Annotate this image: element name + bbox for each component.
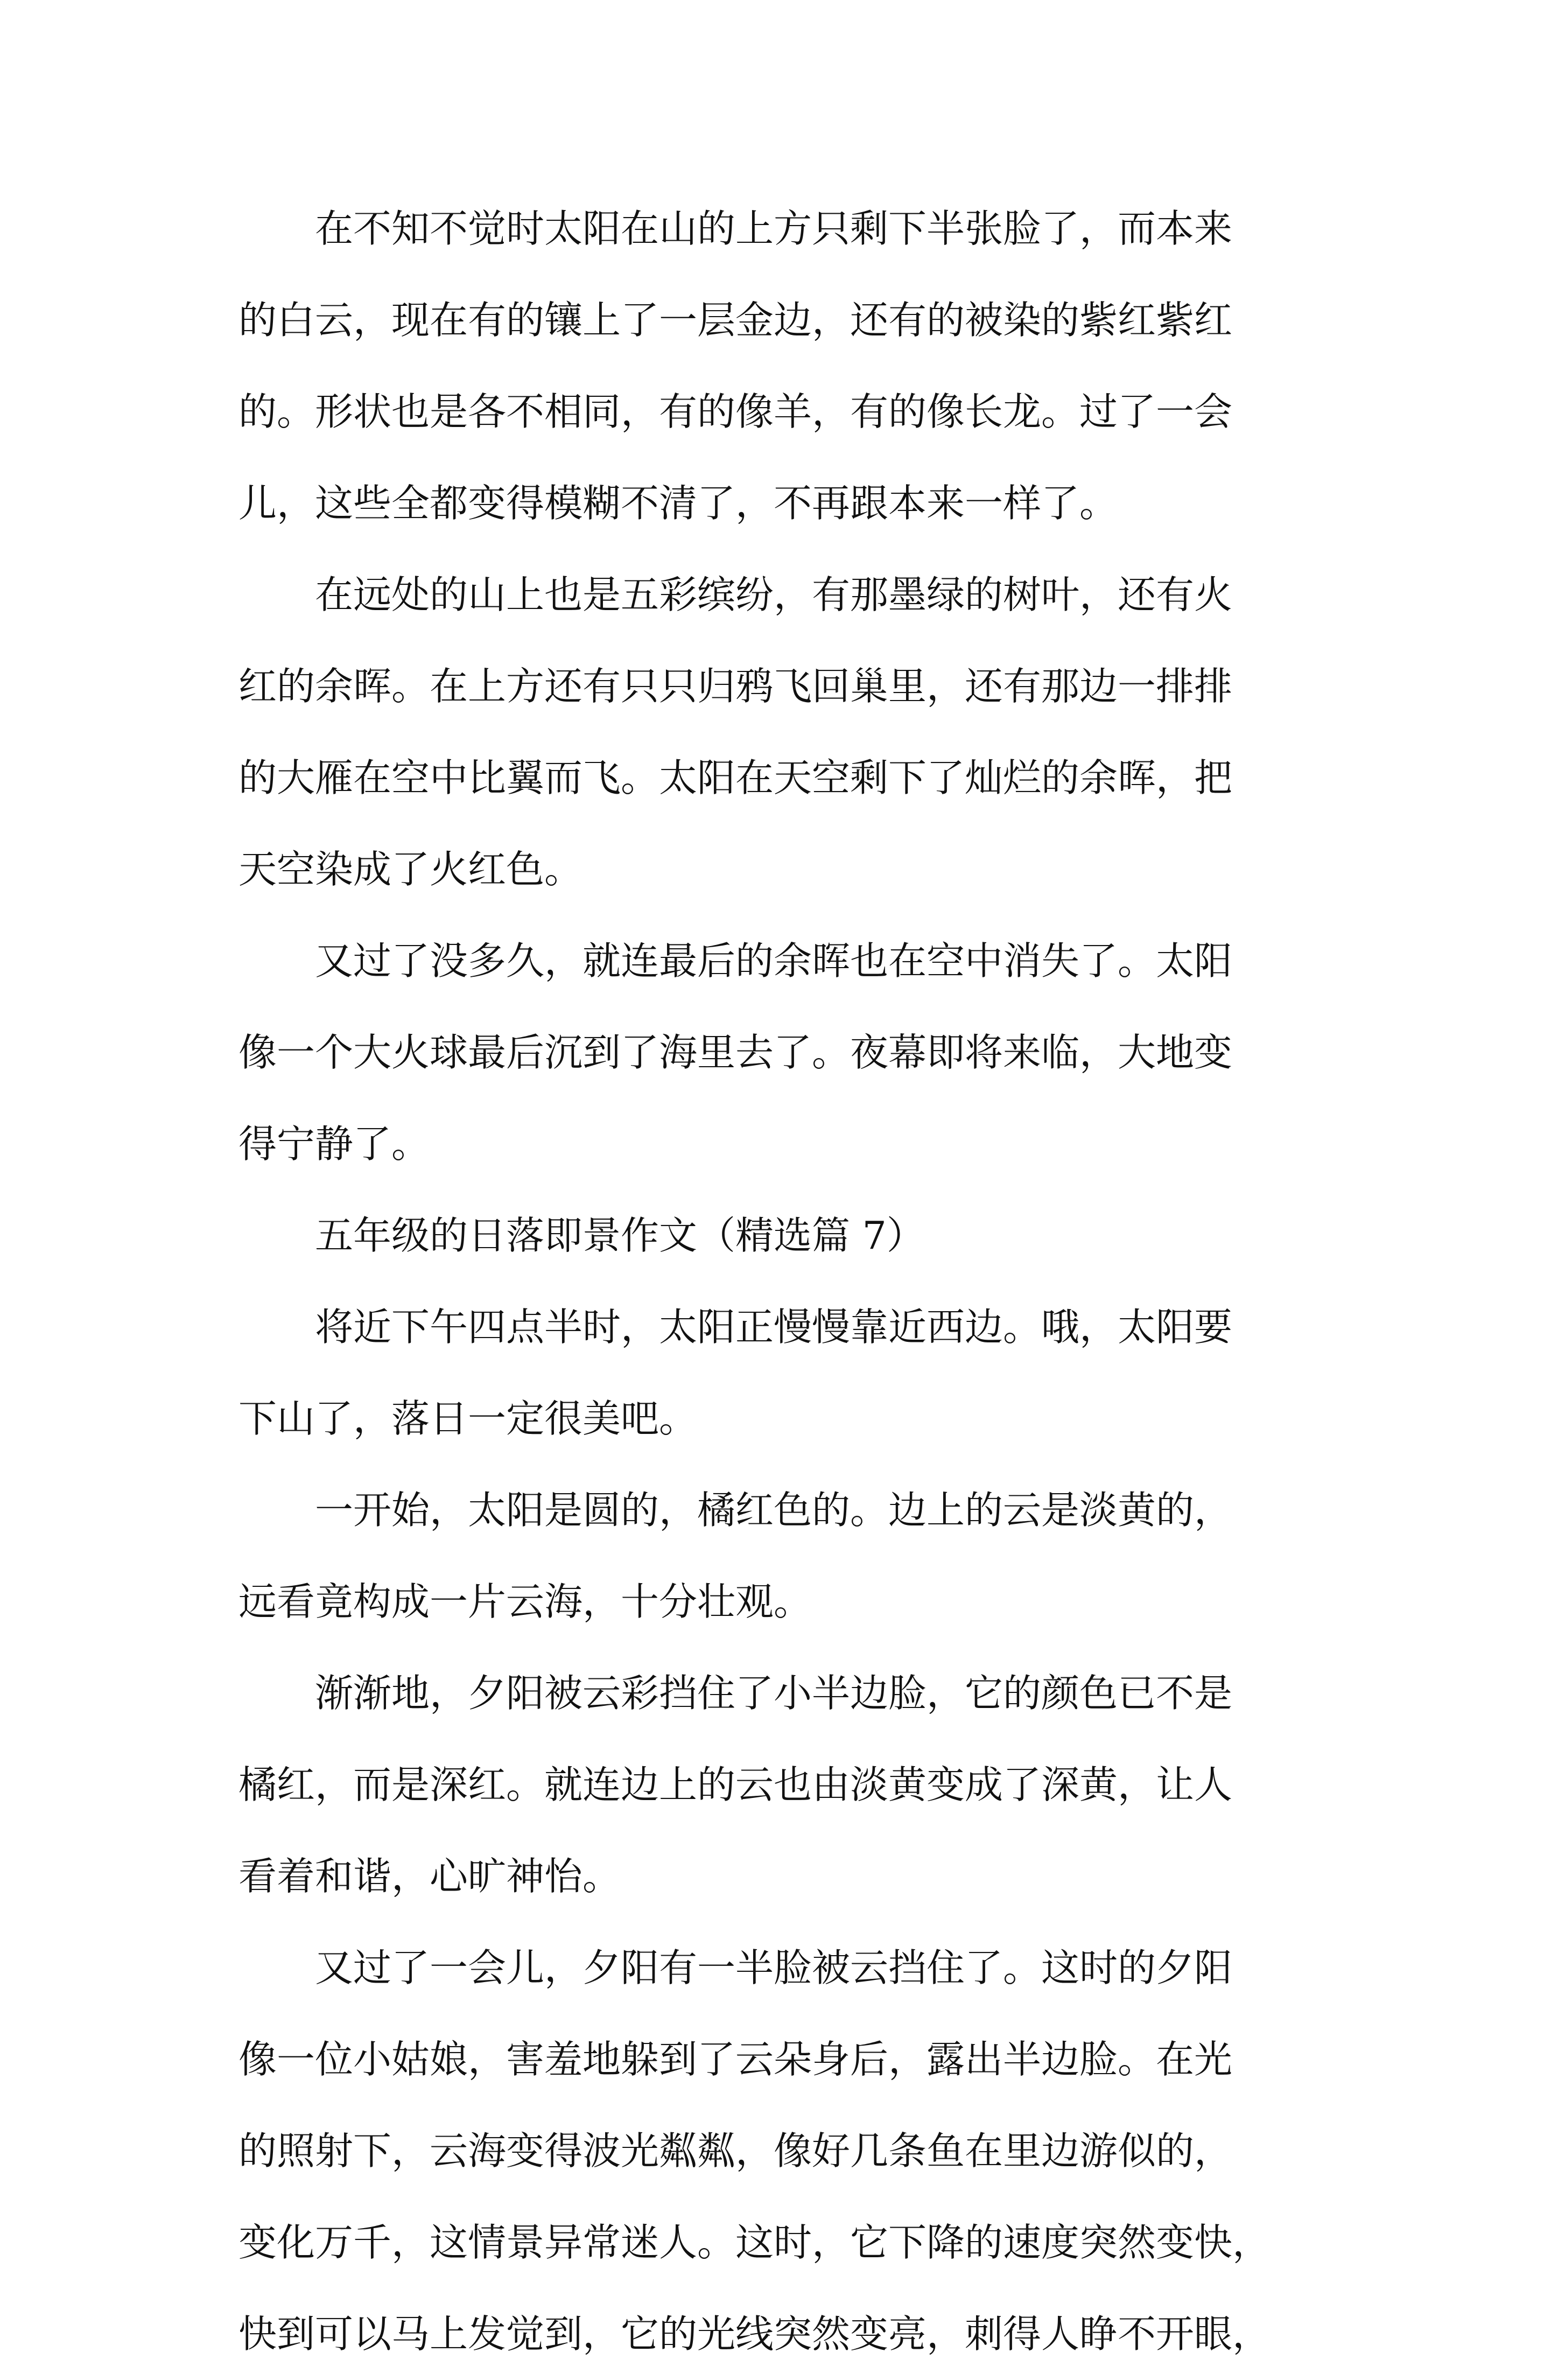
text-line: 又过了没多久，就连最后的余晖也在空中消失了。太阳 <box>315 939 1233 983</box>
text-line: 远看竟构成一片云海，十分壮观。 <box>238 1579 812 1624</box>
paragraph <box>238 1648 1331 1922</box>
text-line: 看着和谐，心旷神怡。 <box>238 1854 621 1899</box>
text-line: 又过了一会儿，夕阳有一半脸被云挡住了。这时的夕阳 <box>315 1945 1233 1990</box>
text-line: 渐渐地，夕阳被云彩挡住了小半边脸，它的颜色已不是 <box>315 1671 1233 1716</box>
text-line: 像一个大火球最后沉到了海里去了。夜幕即将来临，大地变 <box>238 1030 1233 1075</box>
paragraph <box>238 1922 1331 2380</box>
text-line: 下山了，落日一定很美吧。 <box>238 1396 698 1441</box>
text-line: 儿，这些全都变得模糊不清了，不再跟本来一样了。 <box>238 481 1118 526</box>
text-line: 一开始，太阳是圆的，橘红色的。边上的云是淡黄的， <box>315 1488 1233 1532</box>
text-line: 橘红，而是深红。就连边上的云也由淡黄变成了深黄，让人 <box>238 1762 1233 1807</box>
text-line: 的。形状也是各不相同，有的像羊，有的像长龙。过了一会 <box>238 389 1233 434</box>
text-line: 快到可以马上发觉到，它的光线突然变亮，刺得人睁不开眼， <box>238 2312 1271 2356</box>
paragraph <box>238 915 1331 1190</box>
text-line: 天空染成了火红色。 <box>238 847 583 892</box>
essay-body <box>238 183 1331 2380</box>
paragraph <box>238 1465 1331 1648</box>
text-line: 得宁静了。 <box>238 1122 430 1166</box>
paragraph <box>238 183 1331 549</box>
text-line: 的白云，现在有的镶上了一层金边，还有的被染的紫红紫红 <box>238 298 1233 342</box>
text-line: 的大雁在空中比翼而飞。太阳在天空剩下了灿烂的余晖，把 <box>238 755 1233 800</box>
text-line: 变化万千，这情景异常迷人。这时，它下降的速度突然变快， <box>238 2220 1271 2265</box>
text-line: 红的余晖。在上方还有只只归鸦飞回巢里，还有那边一排排 <box>238 664 1233 709</box>
text-line: 在远处的山上也是五彩缤纷，有那墨绿的树叶，还有火 <box>315 572 1233 617</box>
paragraph <box>238 1282 1331 1465</box>
text-line: 像一位小姑娘，害羞地躲到了云朵身后，露出半边脸。在光 <box>238 2037 1233 2082</box>
text-line: 的照射下，云海变得波光粼粼，像好几条鱼在里边游似的， <box>238 2129 1233 2173</box>
paragraph <box>238 549 1331 915</box>
text-line: 在不知不觉时太阳在山的上方只剩下半张脸了，而本来 <box>315 206 1233 251</box>
text-line: 将近下午四点半时，太阳正慢慢靠近西边。哦，太阳要 <box>315 1305 1233 1349</box>
section-heading: 五年级的日落即景作文（精选篇 7） <box>315 1213 925 1258</box>
